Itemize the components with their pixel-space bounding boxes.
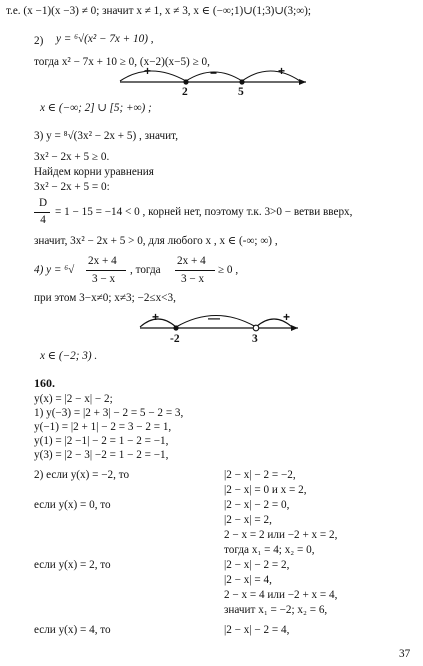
case-1-r2: |2 − x| = 0 и x = 2,	[224, 484, 307, 496]
line-12: при этом 3−x≠0; x≠3; −2≤x<3,	[34, 292, 176, 304]
sign-minus-mid: −	[210, 66, 218, 80]
tick-label-3: 3	[252, 333, 258, 345]
sign-plus-left: +	[144, 64, 152, 78]
case-2-r2: |2 − x| = 2,	[224, 514, 272, 526]
item-4-frac1-den: 3 − x	[92, 273, 116, 285]
sign-plus-left-2: +	[152, 310, 160, 324]
line-3: тогда x² − 7x + 10 ≥ 0, (x−2)(x−5) ≥ 0,	[34, 56, 210, 68]
line-6: 3x² − 2x + 5 ≥ 0.	[34, 151, 110, 163]
item-4-end: ≥ 0 ,	[218, 264, 239, 276]
line-7: Найдем корни уравнения	[34, 166, 154, 178]
line-10: значит, 3x² − 2x + 5 > 0, для любого x , x ∈ (-∞; ∞) ,	[34, 235, 278, 247]
case-4-r1: |2 − x| − 2 = 4,	[224, 624, 290, 636]
p-line-5: y(3) = |2 − 3| −2 = 1 − 2 = −1,	[34, 449, 169, 461]
item-4-then: , тогда	[130, 264, 161, 276]
sign-minus-mid-2: —	[208, 311, 220, 325]
case-3-r3: 2 − x = 4 или −2 + x = 4,	[224, 589, 338, 601]
case-1-left: 2) если y(x) = −2, то	[34, 469, 130, 481]
line-5: 3) y = ⁸√(3x² − 2x + 5) , значит,	[34, 130, 179, 142]
p-line-3: y(−1) = |2 + 1| − 2 = 3 − 2 = 1,	[34, 421, 172, 433]
case-2-left: если y(x) = 0, то	[34, 499, 111, 511]
tick-label-5: 5	[238, 86, 244, 98]
line-4: x ∈ (−∞; 2] ∪ [5; +∞) ;	[40, 102, 152, 114]
item-4-frac1-num: 2x + 4	[88, 255, 117, 267]
page-number: 37	[399, 648, 411, 660]
p-line-1: y(x) = |2 − x| − 2;	[34, 393, 113, 405]
sign-plus-right: +	[278, 64, 286, 78]
problem-number: 160.	[34, 376, 55, 390]
case-4-left: если y(x) = 4, то	[34, 624, 111, 636]
line-9-rest: = 1 − 15 = −14 < 0 , корней нет, поэтому т.к. 3>0 − ветви вверх,	[55, 206, 353, 218]
line-8: 3x² − 2x + 5 = 0:	[34, 181, 110, 193]
item-2-expression: y = ⁶√(x² − 7x + 10) ,	[56, 33, 154, 45]
item-4-frac2-den: 3 − x	[181, 273, 205, 285]
p-line-2: 1) y(−3) = |2 + 3| − 2 = 5 − 2 = 3,	[34, 407, 184, 419]
line-1: т.е. (x −1)(x −3) ≠ 0; значит x ≠ 1, x ≠ 3, x ∈ (−∞;1)∪(1;3)∪(3;∞);	[6, 5, 312, 17]
sign-plus-right-2: +	[283, 310, 291, 324]
case-3-r1: |2 − x| − 2 = 2,	[224, 559, 290, 571]
fraction-numerator: D	[38, 197, 48, 209]
p-line-4: y(1) = |2 −1| − 2 = 1 − 2 = −1,	[34, 435, 169, 447]
case-2-r4: тогда x₁ = 4; x₂ = 0,	[224, 544, 315, 556]
case-1-r1: |2 − x| − 2 = −2,	[224, 469, 296, 481]
fraction-denominator: 4	[40, 214, 46, 226]
case-3-r2: |2 − x| = 4,	[224, 574, 272, 586]
case-2-r1: |2 − x| − 2 = 0,	[224, 499, 290, 511]
case-3-left: если y(x) = 2, то	[34, 559, 111, 571]
tick-label-2: 2	[182, 86, 188, 98]
item-2-number: 2)	[34, 35, 44, 47]
tick-label-neg2: -2	[170, 333, 180, 345]
case-3-r4: значит x₁ = −2; x₂ = 6,	[224, 604, 328, 616]
case-2-r3: 2 − x = 2 или −2 + x = 2,	[224, 529, 338, 541]
line-13: x ∈ (−2; 3) .	[40, 350, 98, 362]
item-4-start: 4) y = ⁶√	[34, 264, 75, 276]
item-4-frac2-num: 2x + 4	[177, 255, 206, 267]
